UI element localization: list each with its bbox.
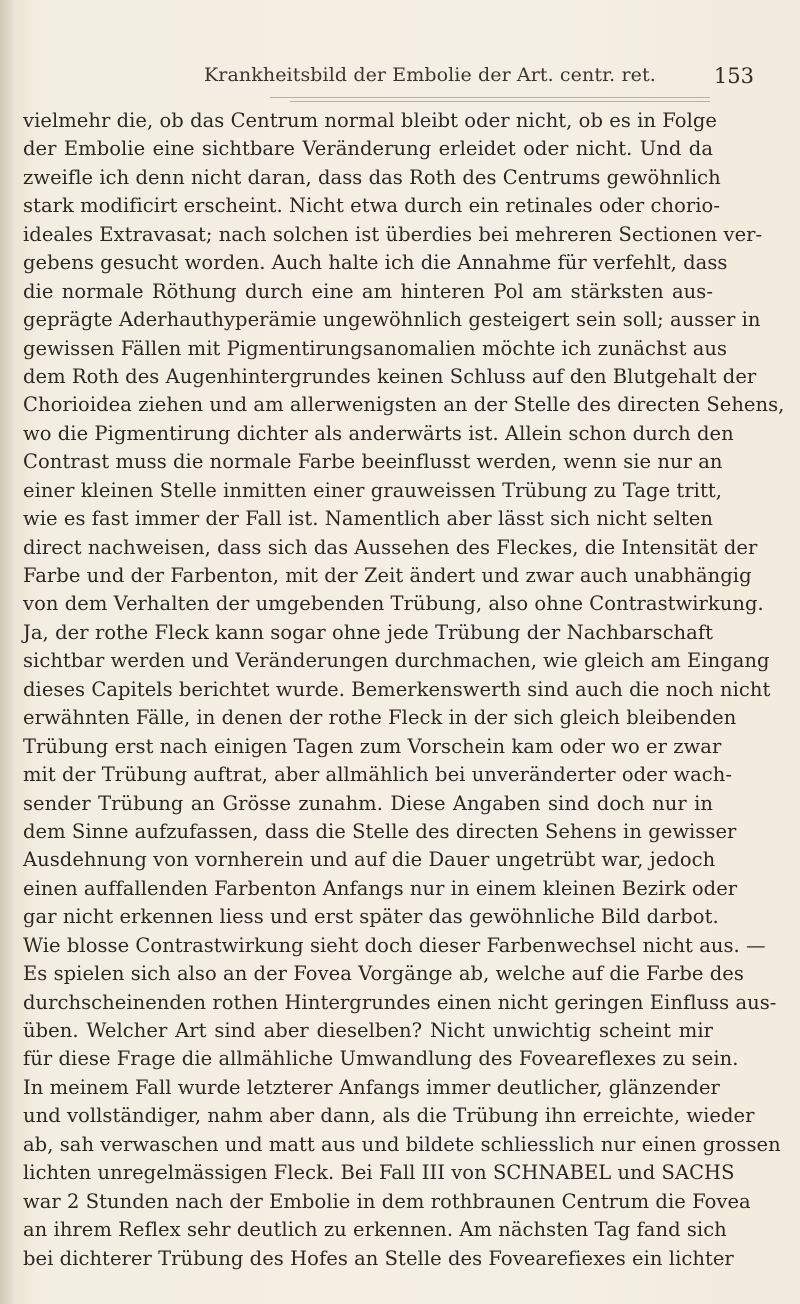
header-rule <box>270 97 710 98</box>
text-line: Contrast muss die normale Farbe beeinflusst werden, wenn sie nur an <box>23 450 723 474</box>
text-line: die normale Röthung durch eine am hinteren Pol am stärksten aus- <box>23 279 713 303</box>
text-line: der Embolie eine sichtbare Veränderung erleidet oder nicht. Und da <box>23 137 713 161</box>
text-line: geprägte Aderhauthyperämie ungewöhnlich gesteigert sein soll; ausser in <box>23 308 761 332</box>
text-line: gewissen Fällen mit Pigmentirungsanomalien möchte ich zunächst aus <box>23 336 728 360</box>
text-line: dieses Capitels berichtet wurde. Bemerkenswerth sind auch die noch nicht <box>23 677 771 701</box>
text-line: von dem Verhalten der umgebenden Trübung, also ohne Contrastwirkung. <box>23 592 764 616</box>
text-line: ab, sah verwaschen und matt aus und bildete schliesslich nur einen grossen <box>23 1132 781 1156</box>
text-line: sender Trübung an Grösse zunahm. Diese Angaben sind doch nur in <box>23 791 713 815</box>
text-line: erwähnten Fälle, in denen der rothe Fleck in der sich gleich bleibenden <box>23 706 737 730</box>
text-line: Chorioidea ziehen und am allerwenigsten an der Stelle des directen Sehens, <box>23 393 785 417</box>
text-line: dem Sinne aufzufassen, dass die Stelle des directen Sehens in gewisser <box>23 819 737 843</box>
text-line: bei dichterer Trübung des Hofes an Stelle des Fovearefiexes ein lichter <box>23 1246 734 1270</box>
page-gutter-shadow <box>0 0 14 1304</box>
text-line: Ausdehnung von vornherein und auf die Dauer ungetrübt war, jedoch <box>23 848 716 872</box>
text-line: einer kleinen Stelle inmitten einer grauweissen Trübung zu Tage tritt, <box>23 478 722 502</box>
text-line: sichtbar werden und Veränderungen durchmachen, wie gleich am Eingang <box>23 649 770 673</box>
text-line: direct nachweisen, dass sich das Aussehen des Fleckes, die Intensität der <box>23 535 758 559</box>
text-line: Ja, der rothe Fleck kann sogar ohne jede Trübung der Nachbarschaft <box>23 620 713 644</box>
text-line: wo die Pigmentirung dichter als anderwärts ist. Allein schon durch den <box>23 421 734 445</box>
text-line: zweifle ich denn nicht daran, dass das Roth des Centrums gewöhnlich <box>23 165 721 189</box>
text-line: war 2 Stunden nach der Embolie in dem rothbraunen Centrum die Fovea <box>23 1189 751 1213</box>
text-line: lichten unregelmässigen Fleck. Bei Fall III von SCHNABEL und SACHS <box>23 1161 735 1185</box>
header-rule-secondary <box>290 101 710 102</box>
text-line: Trübung erst nach einigen Tagen zum Vorschein kam oder wo er zwar <box>23 734 722 758</box>
text-line: durchscheinenden rothen Hintergrundes einen nicht geringen Einfluss aus- <box>23 990 777 1014</box>
text-line: an ihrem Reflex sehr deutlich zu erkennen. Am nächsten Tag fand sich <box>23 1218 727 1242</box>
text-line: Wie blosse Contrastwirkung sieht doch dieser Farbenwechsel nicht aus. — <box>23 933 766 957</box>
text-line: gar nicht erkennen liess und erst später das gewöhnliche Bild darbot. <box>23 905 719 929</box>
text-line: und vollständiger, nahm aber dann, als die Trübung ihn erreichte, wieder <box>23 1104 755 1128</box>
text-line: gebens gesucht worden. Auch halte ich die Annahme für verfehlt, dass <box>23 251 728 275</box>
text-line: dem Roth des Augenhintergrundes keinen Schluss auf den Blutgehalt der <box>23 364 757 388</box>
text-line: wie es fast immer der Fall ist. Namentlich aber lässt sich nicht selten <box>23 507 713 531</box>
text-line: vielmehr die, ob das Centrum normal bleibt oder nicht, ob es in Folge <box>23 109 718 132</box>
text-line: In meinem Fall wurde letzterer Anfangs immer deutlicher, glänzender <box>23 1075 720 1099</box>
text-line: stark modificirt erscheint. Nicht etwa durch ein retinales oder chorio- <box>23 194 720 218</box>
page-number: 153 <box>713 64 754 88</box>
text-line: mit der Trübung auftrat, aber allmählich bei unveränderter oder wach- <box>23 763 732 787</box>
text-line: Farbe und der Farbenton, mit der Zeit ändert und zwar auch unabhängig <box>23 564 752 587</box>
page-header <box>60 64 760 94</box>
text-line: einen auffallenden Farbenton Anfangs nur in einem kleinen Bezirk oder <box>23 876 738 900</box>
text-line: üben. Welcher Art sind aber dieselben? Nicht unwichtig scheint mir <box>23 1019 713 1042</box>
body-paragraph <box>23 107 785 1273</box>
text-line: für diese Frage die allmähliche Umwandlung des Foveareflexes zu sein. <box>23 1047 739 1071</box>
text-line: Es spielen sich also an der Fovea Vorgänge ab, welche auf die Farbe des <box>23 962 744 986</box>
running-head: Krankheitsbild der Embolie der Art. centr. ret. <box>204 64 656 86</box>
text-line: ideales Extravasat; nach solchen ist überdies bei mehreren Sectionen ver- <box>23 222 763 246</box>
